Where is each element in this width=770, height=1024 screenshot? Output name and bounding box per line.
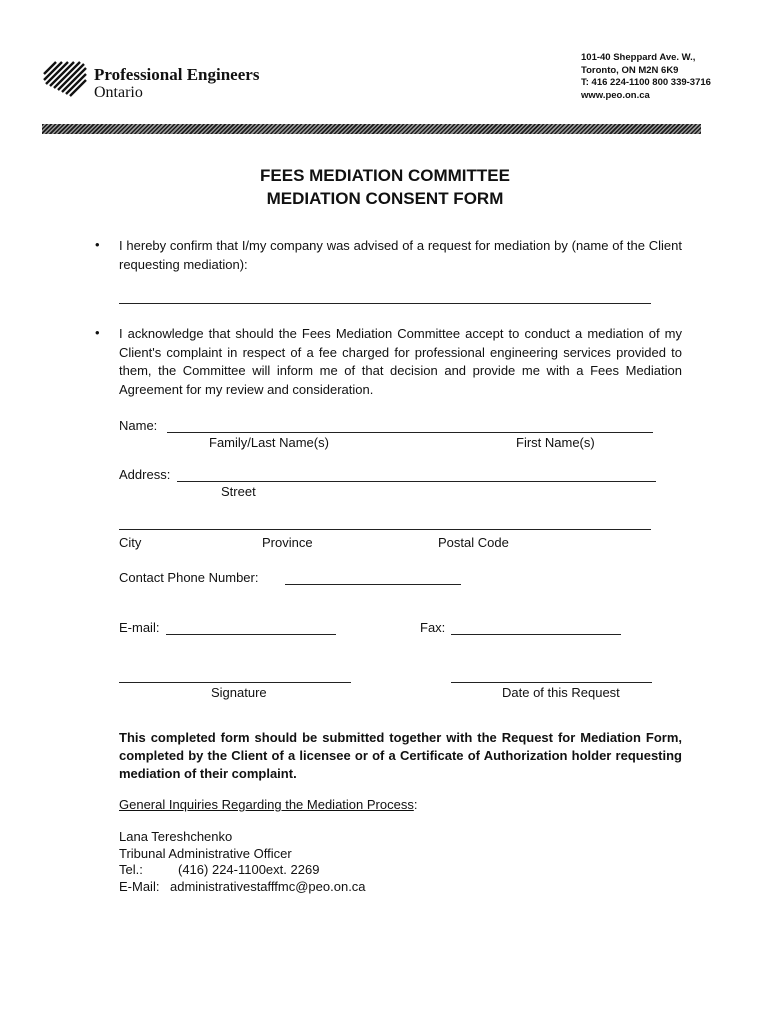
postal-code-caption: Postal Code (438, 535, 509, 550)
signature-caption: Signature (211, 685, 267, 700)
phone-field[interactable] (285, 584, 461, 585)
address-line: T: 416 224-1100 800 339-3716 (581, 77, 711, 89)
province-caption: Province (262, 535, 313, 550)
city-caption: City (119, 535, 142, 550)
contact-block (119, 829, 366, 895)
fax-field[interactable] (451, 634, 621, 635)
submission-instructions: This completed form should be submitted together with the Request for Mediation Form, completed by the Client of a licensee or of a Certificate of Authorization holder requesting mediation of their complaint. (119, 730, 682, 781)
org-address (581, 52, 731, 102)
tel-value: (416) 224-1100ext. 2269 (178, 862, 320, 877)
family-name-caption: Family/Last Name(s) (209, 435, 329, 450)
org-name-line2: Ontario (94, 84, 143, 101)
form-title-line1: FEES MEDIATION COMMITTEE (260, 166, 510, 185)
signature-field[interactable] (119, 682, 351, 683)
form-title-line2: MEDIATION CONSENT FORM (266, 189, 504, 208)
phone-label: Contact Phone Number: (119, 570, 259, 585)
contact-name: Lana Tereshchenko (119, 829, 233, 844)
tel-label: Tel.: (119, 862, 143, 877)
contact-tel (119, 862, 366, 879)
org-name (94, 66, 259, 101)
address-website: www.peo.on.ca (581, 89, 650, 101)
contact-email-label: E-Mail: (119, 878, 160, 894)
first-name-caption: First Name(s) (516, 435, 595, 450)
acknowledgement-statement: I acknowledge that should the Fees Mediation Committee accept to conduct a mediation of my Client's complaint in respect of a fee charged for professional engineering services provided to them, the Committee will inform me of that decision and provide me with a Fees Mediation Agreement for my review and consideration. (119, 326, 682, 397)
header-divider (42, 124, 701, 134)
name-label: Name: (119, 418, 158, 433)
peo-logo-icon (40, 52, 92, 102)
client-name-field[interactable] (119, 303, 651, 304)
inquiries-heading-text: General Inquiries Regarding the Mediation Process (119, 797, 414, 812)
street-caption: Street (221, 484, 256, 499)
fax-label: Fax: (420, 620, 446, 635)
contact-email-value[interactable]: administrativestafffmc@peo.on.ca (170, 878, 366, 894)
email-label: E-mail: (119, 620, 160, 635)
date-caption: Date of this Request (502, 685, 620, 700)
contact-email (119, 879, 366, 896)
street-field[interactable] (177, 481, 656, 482)
inquiries-heading-colon: : (413, 797, 418, 812)
address-line: 101-40 Sheppard Ave. W., (581, 52, 696, 63)
contact-role: Tribunal Administrative Officer (119, 845, 292, 861)
peo-logo (40, 52, 92, 102)
name-field[interactable] (167, 432, 653, 433)
bullet-icon: • (95, 237, 100, 252)
email-field[interactable] (166, 634, 336, 635)
date-field[interactable] (451, 682, 652, 683)
confirmation-statement: I hereby confirm that I/my company was advised of a request for mediation by (name of the Client requesting mediation): (119, 238, 682, 272)
bullet-icon: • (95, 325, 100, 340)
inquiries-heading (119, 797, 417, 813)
city-province-postal-field[interactable] (119, 529, 651, 530)
org-name-line1: Professional Engineers (94, 65, 260, 84)
address-line: Toronto, ON M2N 6K9 (581, 64, 679, 76)
address-label: Address: (119, 467, 171, 482)
